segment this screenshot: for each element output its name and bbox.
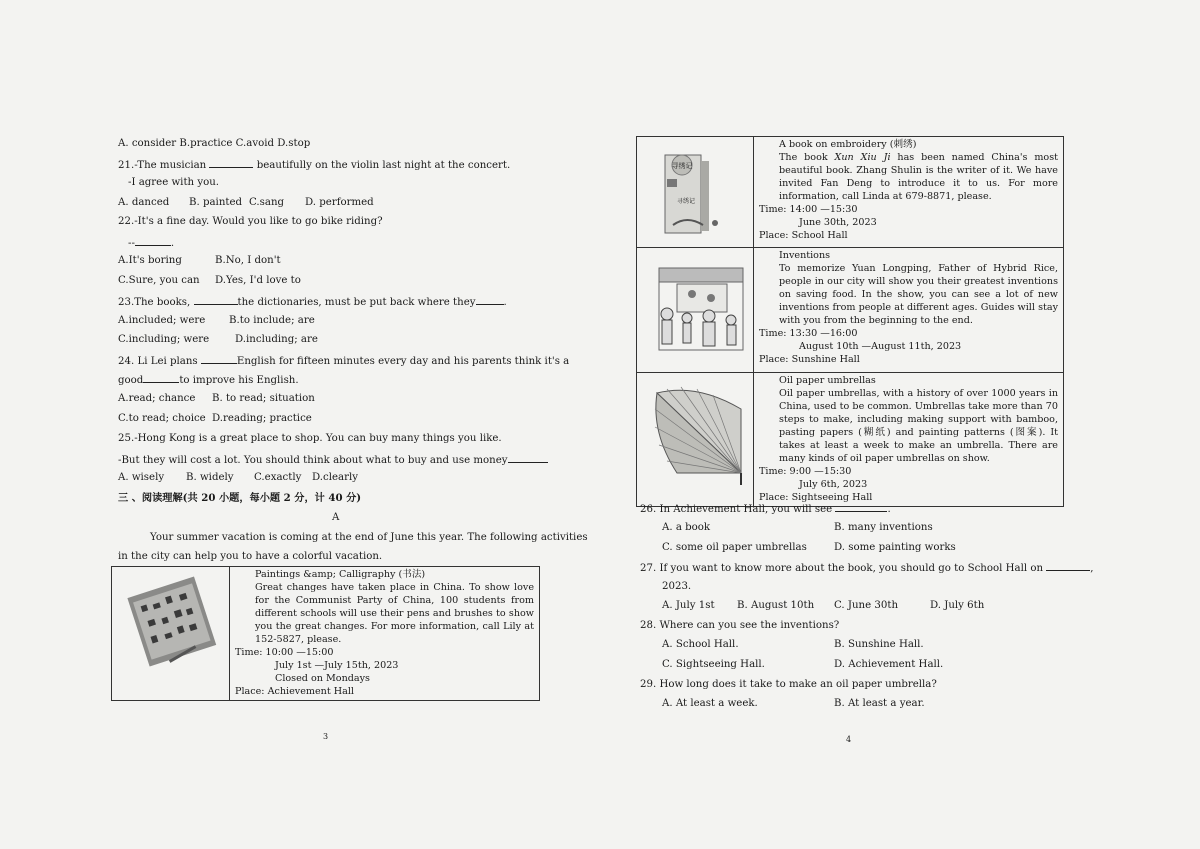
activity2-body-b: has been named China's most beautiful book. Zhang Shulin is the writer of it. We have invited Fan Deng to introduce it to us. For more information, call Linda at 679-8871, please. xyxy=(779,152,1058,202)
activity2-place: Place: School Hall xyxy=(759,230,848,241)
q28-option-c[interactable]: C. Sightseeing Hall. xyxy=(662,659,765,670)
activity2-dates: June 30th, 2023 xyxy=(799,217,877,228)
q24-option-a[interactable]: A.read; chance xyxy=(118,393,196,404)
q20-options: A. consider B.practice C.avoid D.stop xyxy=(118,138,311,149)
activity3-time: Time: 13:30 —16:00 xyxy=(759,328,858,339)
q29-option-b[interactable]: B. At least a year. xyxy=(834,698,925,709)
activity4-title: Oil paper umbrellas xyxy=(779,375,876,386)
umbrella-image-cell xyxy=(637,373,754,507)
q25-option-b[interactable]: B. widely xyxy=(186,472,234,483)
q24-stem-a: 24. Li Lei plans xyxy=(118,356,198,367)
q21-reply: -I agree with you. xyxy=(128,177,220,188)
q25-option-c[interactable]: C.exactly xyxy=(254,472,302,483)
q23-blank-1[interactable] xyxy=(194,294,238,305)
q24-blank-1[interactable] xyxy=(201,353,237,364)
q26-blank[interactable] xyxy=(835,501,887,512)
q23-option-b[interactable]: B.to include; are xyxy=(229,315,315,326)
q26-option-d[interactable]: D. some painting works xyxy=(834,542,956,553)
q23-stem-a: 23.The books, xyxy=(118,297,191,308)
q27-stem-end: , xyxy=(1090,563,1094,574)
q21-option-a[interactable]: A. danced xyxy=(118,197,170,208)
activity3-place: Place: Sunshine Hall xyxy=(759,354,860,365)
q27-blank[interactable] xyxy=(1046,560,1090,571)
q23-stem-b: the dictionaries, must be put back where they xyxy=(237,297,476,308)
page-right xyxy=(600,0,1200,849)
q25-reply xyxy=(118,452,548,468)
calligraphy-image-cell xyxy=(112,567,230,701)
q26-option-a[interactable]: A. a book xyxy=(662,522,711,533)
activity2-body-a: The book xyxy=(779,152,835,163)
activity2-title: A book on embroidery (刺绣) xyxy=(779,139,917,150)
q26-stem-text: 26. In Achievement Hall, you will see xyxy=(640,504,833,515)
activity1-title: Paintings &amp; Calligraphy (书法) xyxy=(255,569,426,580)
q23-option-c[interactable]: C.including; were xyxy=(118,334,210,345)
q25-stem: 25.-Hong Kong is a great place to shop. You can buy many things you like. xyxy=(118,433,502,444)
q22-option-a[interactable]: A.It's boring xyxy=(118,255,182,266)
q23-blank-2[interactable] xyxy=(476,294,504,305)
q24-stem xyxy=(118,353,569,369)
q28-option-a[interactable]: A. School Hall. xyxy=(662,639,739,650)
activity1-body: Great changes have taken place in China. To show love for the Communist Party of China, 100 students from different schools will use their pens and brushes to show you the great changes. For more information, call Lily at 152-5827, please. xyxy=(255,582,534,645)
q21-stem xyxy=(118,157,510,173)
q27-option-a[interactable]: A. July 1st xyxy=(662,600,715,611)
q26-stem xyxy=(640,501,891,517)
q22-option-d[interactable]: D.Yes, I'd love to xyxy=(215,275,301,286)
q21-stem-b: beautifully on the violin last night at the concert. xyxy=(256,160,511,171)
activity1-closed: Closed on Mondays xyxy=(275,673,370,684)
calligraphy-photo-icon xyxy=(112,567,229,690)
q22-stem: 22.-It's a fine day. Would you like to go bike riding? xyxy=(118,216,383,227)
activity4-dates: July 6th, 2023 xyxy=(799,479,868,490)
oil-paper-umbrella-icon xyxy=(637,373,753,496)
activity4-place: Place: Sightseeing Hall xyxy=(759,492,873,503)
activity1-time: Time: 10:00 —15:00 xyxy=(235,647,334,658)
q27-option-d[interactable]: D. July 6th xyxy=(930,600,985,611)
page-number-right: 4 xyxy=(846,735,852,744)
q27-option-c[interactable]: C. June 30th xyxy=(834,600,898,611)
q28-stem: 28. Where can you see the inventions? xyxy=(640,620,840,631)
activity2-time: Time: 14:00 —15:30 xyxy=(759,204,858,215)
intro-line-2: in the city can help you to have a colorful vacation. xyxy=(118,551,383,562)
q29-option-a[interactable]: A. At least a week. xyxy=(662,698,758,709)
passage-label: A xyxy=(332,512,340,523)
q27-stem xyxy=(640,560,1094,576)
activity-table-right xyxy=(636,136,1064,507)
activity4-body: Oil paper umbrellas, with a history of over 1000 years in China, used to be common. Umbrellas take more than 70 steps to make, including making support with bamboo, pasting papers (糊纸) and painting patterns (图案). It takes at least a week to make an umbrella. There are many kinds of oil paper umbrellas on show. xyxy=(779,388,1058,464)
q28-option-d[interactable]: D. Achievement Hall. xyxy=(834,659,944,670)
intro-line-1: Your summer vacation is coming at the end of June this year. The following activities xyxy=(150,532,588,543)
inventions-image-cell xyxy=(637,248,754,373)
q21-option-c[interactable]: C.sang xyxy=(249,197,285,208)
q23-option-d[interactable]: D.including; are xyxy=(235,334,318,345)
inventions-cartoon-icon xyxy=(637,248,753,372)
q21-blank[interactable] xyxy=(209,157,253,168)
q26-stem-end: . xyxy=(887,504,891,515)
q24-stem-2 xyxy=(118,372,299,388)
q25-reply-text: -But they will cost a lot. You should think about what to buy and use money xyxy=(118,455,508,466)
q26-option-c[interactable]: C. some oil paper umbrellas xyxy=(662,542,807,553)
q22-reply: -- . xyxy=(128,235,174,251)
q23-option-a[interactable]: A.included; were xyxy=(118,315,206,326)
activity4-text-cell xyxy=(754,373,1064,507)
q27-option-b[interactable]: B. August 10th xyxy=(737,600,815,611)
activity1-place: Place: Achievement Hall xyxy=(235,686,354,697)
section-title: 三 、阅读理解(共 20 小题，每小题 2 分，计 40 分) xyxy=(118,492,362,504)
q24-blank-2[interactable] xyxy=(143,372,179,383)
activity-table-left xyxy=(111,566,540,701)
q27-stem-text: 27. If you want to know more about the book, you should go to School Hall on xyxy=(640,563,1044,574)
q22-option-b[interactable]: B.No, I don't xyxy=(215,255,281,266)
activity3-dates: August 10th —August 11th, 2023 xyxy=(799,341,962,352)
q25-option-a[interactable]: A. wisely xyxy=(118,472,165,483)
q21-stem-a: 21.-The musician xyxy=(118,160,207,171)
q24-option-c[interactable]: C.to read; choice xyxy=(118,413,206,424)
book-cover-title-2: 寻绣记 xyxy=(676,198,696,205)
q24-option-d[interactable]: D.reading; practice xyxy=(212,413,312,424)
activity3-body: To memorize Yuan Longping, Father of Hybrid Rice, people in our city will show you their greatest inventions on saving food. In the show, you can see a lot of new inventions from people at different ages. Guides will stay with you from the beginning to the end. xyxy=(779,263,1058,326)
activity2-book-title: Xun Xiu Ji xyxy=(834,152,891,163)
activity2-text-cell xyxy=(754,137,1064,248)
q21-option-b[interactable]: B. painted xyxy=(189,197,243,208)
activity3-text-cell xyxy=(754,248,1064,373)
embroidery-book-icon xyxy=(637,137,753,247)
q26-option-b[interactable]: B. many inventions xyxy=(834,522,933,533)
q24-stem-d: to improve his English. xyxy=(179,375,299,386)
q24-stem-b: English for fifteen minutes every day and his parents think it's a xyxy=(236,356,570,367)
activity1-text-cell xyxy=(230,567,540,701)
q23-stem xyxy=(118,294,507,310)
q22-blank[interactable] xyxy=(135,235,171,246)
activity4-time: Time: 9:00 —15:30 xyxy=(759,466,852,477)
q28-option-b[interactable]: B. Sunshine Hall. xyxy=(834,639,924,650)
q25-option-d[interactable]: D.clearly xyxy=(312,472,358,483)
q25-blank[interactable] xyxy=(508,452,548,463)
q24-stem-c: good xyxy=(118,375,144,386)
q24-option-b[interactable]: B. to read; situation xyxy=(212,393,315,404)
q21-option-d[interactable]: D. performed xyxy=(305,197,374,208)
book-image-cell xyxy=(637,137,754,248)
q23-stem-c: . xyxy=(503,297,507,308)
activity2-body xyxy=(759,151,1058,203)
activity3-title: Inventions xyxy=(779,250,831,261)
q22-option-c[interactable]: C.Sure, you can xyxy=(118,275,200,286)
q29-stem: 29. How long does it take to make an oil paper umbrella? xyxy=(640,679,937,690)
q27-stem-2: 2023. xyxy=(662,581,692,592)
book-cover-title-1: 寻绣记 xyxy=(671,162,693,170)
q22-reply-prefix: -- xyxy=(128,238,135,249)
activity1-dates: July 1st —July 15th, 2023 xyxy=(275,660,399,671)
page-number-left: 3 xyxy=(323,732,329,741)
